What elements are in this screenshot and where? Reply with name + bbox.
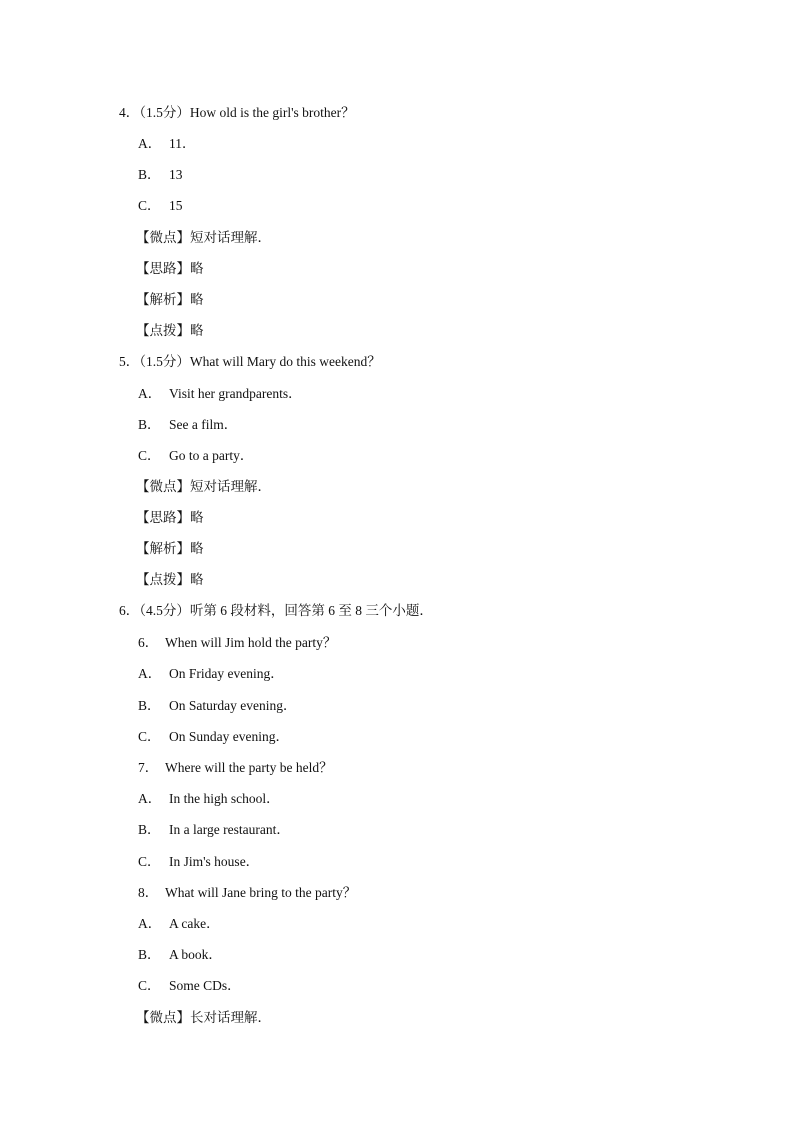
option-key: A． <box>138 386 162 401</box>
subquestion-8-option-c <box>138 977 241 995</box>
subquestion-stem: Where will the party be held？ <box>165 760 333 775</box>
option-key: B． <box>138 947 161 962</box>
question-4-option-c <box>138 197 183 215</box>
subquestion-number: 8． <box>138 885 159 900</box>
question-score: （1.5分） <box>139 354 190 369</box>
question-number: 5 <box>119 354 126 369</box>
question-6-weidian: 【微点】长对话理解． <box>136 1010 271 1025</box>
question-5-weidian: 【微点】短对话理解． <box>136 479 271 494</box>
subquestion-7-option-a <box>138 790 280 808</box>
option-text: In a large restaurant． <box>169 822 290 837</box>
question-5-silu: 【思路】略 <box>136 510 204 525</box>
subquestion-7-heading <box>138 759 333 777</box>
option-key: C． <box>138 854 161 869</box>
question-number-dot: ． <box>125 105 140 120</box>
question-4-option-b <box>138 166 183 184</box>
question-stem: What will Mary do this weekend？ <box>189 354 381 369</box>
question-number: 6 <box>119 603 126 618</box>
subquestion-6-option-b <box>138 697 296 715</box>
subquestion-7-option-c <box>138 853 259 871</box>
question-number-dot: ． <box>125 603 140 618</box>
subquestion-8-heading <box>138 884 356 902</box>
question-5-option-b <box>138 416 237 434</box>
question-stem: 听第 6 段材料，回答第 6 至 8 三个小题． <box>189 603 433 618</box>
option-text: On Sunday evening． <box>169 729 289 744</box>
option-text: Go to a party． <box>169 448 254 463</box>
question-4-dianbo: 【点拨】略 <box>136 323 204 338</box>
option-key: C． <box>138 729 161 744</box>
option-key: A． <box>138 136 162 151</box>
subquestion-7-option-b <box>138 821 290 839</box>
subquestion-stem: When will Jim hold the party？ <box>165 635 337 650</box>
option-key: B． <box>138 417 161 432</box>
question-number: 4 <box>119 105 126 120</box>
option-key: C． <box>138 978 161 993</box>
subquestion-6-option-a <box>138 665 284 683</box>
question-4-weidian: 【微点】短对话理解． <box>136 230 271 245</box>
option-text: On Friday evening． <box>169 666 284 681</box>
option-key: C． <box>138 198 161 213</box>
question-5-jiexi: 【解析】略 <box>136 541 204 556</box>
option-key: B． <box>138 698 161 713</box>
option-text: On Saturday evening． <box>169 698 297 713</box>
option-key: A． <box>138 666 162 681</box>
option-key: A． <box>138 791 162 806</box>
option-text: 13 <box>169 167 183 182</box>
option-text: A cake． <box>169 916 220 931</box>
question-4-jiexi: 【解析】略 <box>136 292 204 307</box>
subquestion-number: 7． <box>138 760 159 775</box>
question-score: （1.5分） <box>139 105 190 120</box>
question-4-option-a <box>138 135 196 153</box>
subquestion-8-option-a <box>138 915 220 933</box>
option-key: B． <box>138 167 161 182</box>
option-key: C． <box>138 448 161 463</box>
question-5-option-a <box>138 385 302 403</box>
option-text: A book． <box>169 947 222 962</box>
subquestion-6-heading <box>138 634 336 652</box>
option-text: Visit her grandparents． <box>169 386 302 401</box>
option-text: In the high school． <box>169 791 280 806</box>
subquestion-8-option-b <box>138 946 222 964</box>
subquestion-number: 6． <box>138 635 159 650</box>
question-4-silu: 【思路】略 <box>136 261 204 276</box>
option-text: See a film． <box>169 417 238 432</box>
subquestion-6-option-c <box>138 728 289 746</box>
question-5-option-c <box>138 447 253 465</box>
option-key: B． <box>138 822 161 837</box>
question-6-heading <box>119 602 433 620</box>
option-text: Some CDs． <box>169 978 241 993</box>
option-text: 15 <box>169 198 183 213</box>
option-text: 11． <box>169 136 196 151</box>
option-key: A． <box>138 916 162 931</box>
question-5-heading <box>119 353 381 371</box>
question-score: （4.5分） <box>139 603 190 618</box>
question-4-heading <box>119 104 355 122</box>
subquestion-stem: What will Jane bring to the party？ <box>165 885 357 900</box>
option-text: In Jim's house． <box>169 854 260 869</box>
question-number-dot: ． <box>125 354 140 369</box>
question-stem: How old is the girl's brother？ <box>189 105 355 120</box>
question-5-dianbo: 【点拨】略 <box>136 572 204 587</box>
